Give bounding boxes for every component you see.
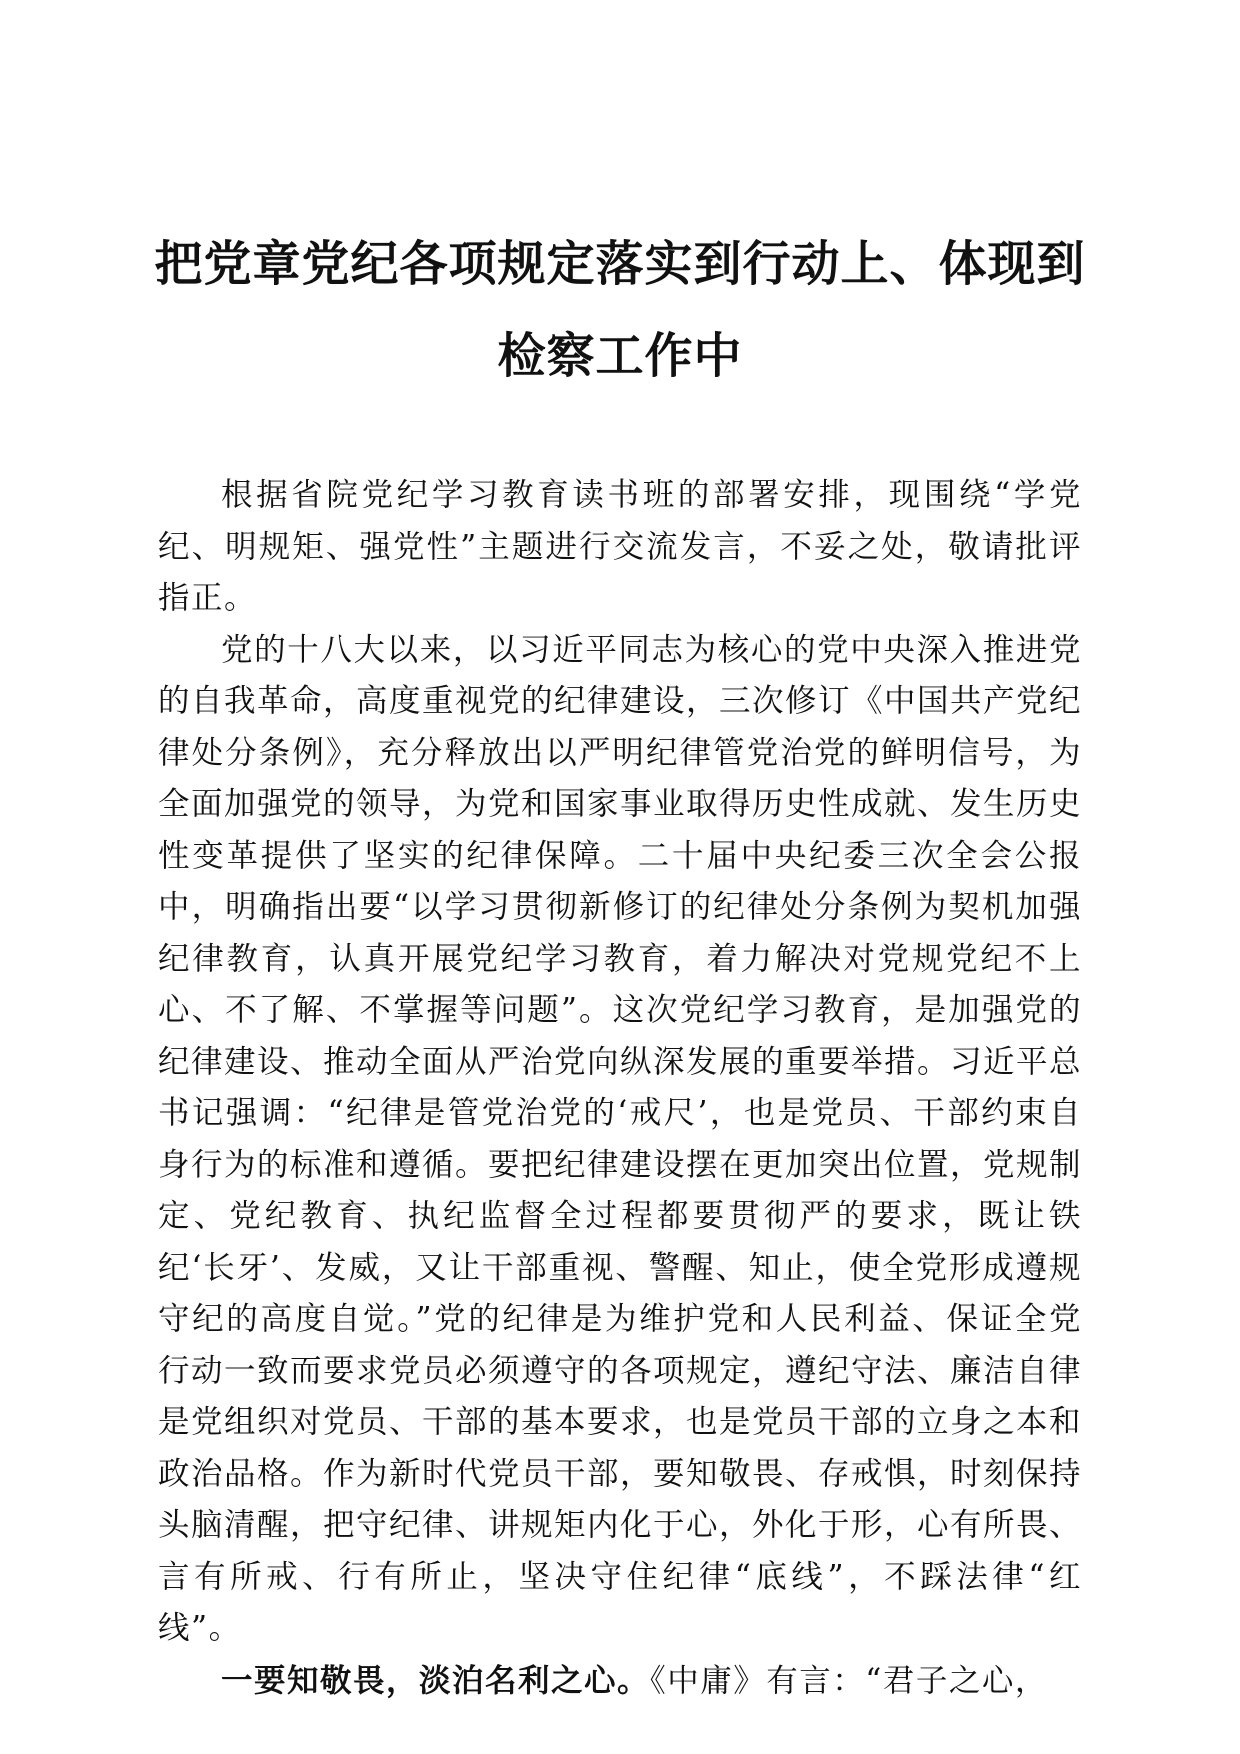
paragraph-lead: 一要知敬畏，淡泊名利之心。 [221,1661,651,1699]
paragraph-text: 根据省院党纪学习教育读书班的部署安排，现围绕“学党纪、明规矩、强党性”主题进行交流发言，不妥之处，敬请批评指正。 [158,477,1082,616]
paragraph-intro [158,470,1082,625]
paragraph-point-one [158,1655,1082,1708]
document-body [158,470,1082,1707]
paragraph-text: 党的十八大以来，以习近平同志为核心的党中央深入推进党的自我革命，高度重视党的纪律建设，三次修订《中国共产党纪律处分条例》，充分释放出以严明纪律管党治党的鲜明信号，为全面加强党的领导，为党和国家事业取得历史性成就、发生历史性变革提供了坚实的纪律保障。二十届中央纪委三次全会公报中，明确指出要“以学习贯彻新修订的纪律处分条例为契机加强纪律教育，认真开展党纪学习教育，着力解决对党规党纪不上心、不了解、不掌握等问题”。这次党纪学习教育，是加强党的纪律建设、推动全面从严治党向纵深发展的重要举措。习近平总书记强调：“纪律是管党治党的‘戒尺’，也是党员、干部约束自身行为的标准和遵循。要把纪律建设摆在更加突出位置，党规制定、党纪教育、执纪监督全过程都要贯彻严的要求，既让铁纪‘长牙’、发威，又让干部重视、警醒、知止，使全党形成遵规守纪的高度自觉。”党的纪律是为维护党和人民利益、保证全党行动一致而要求党员必须遵守的各项规定，遵纪守法、廉洁自律是党组织对党员、干部的基本要求，也是党员干部的立身之本和政治品格。作为新时代党员干部，要知敬畏、存戒惧，时刻保持头脑清醒，把守纪律、讲规矩内化于心，外化于形，心有所畏、言有所戒、行有所止，坚决守住纪律“底线”，不踩法律“红线”。 [158,631,1083,1646]
paragraph-background [158,625,1082,1655]
paragraph-text: 《中庸》有言：“君子之心， [650,1662,1048,1699]
document-title: 把党章党纪各项规定落实到行动上、体现到检察工作中 [154,236,1086,384]
